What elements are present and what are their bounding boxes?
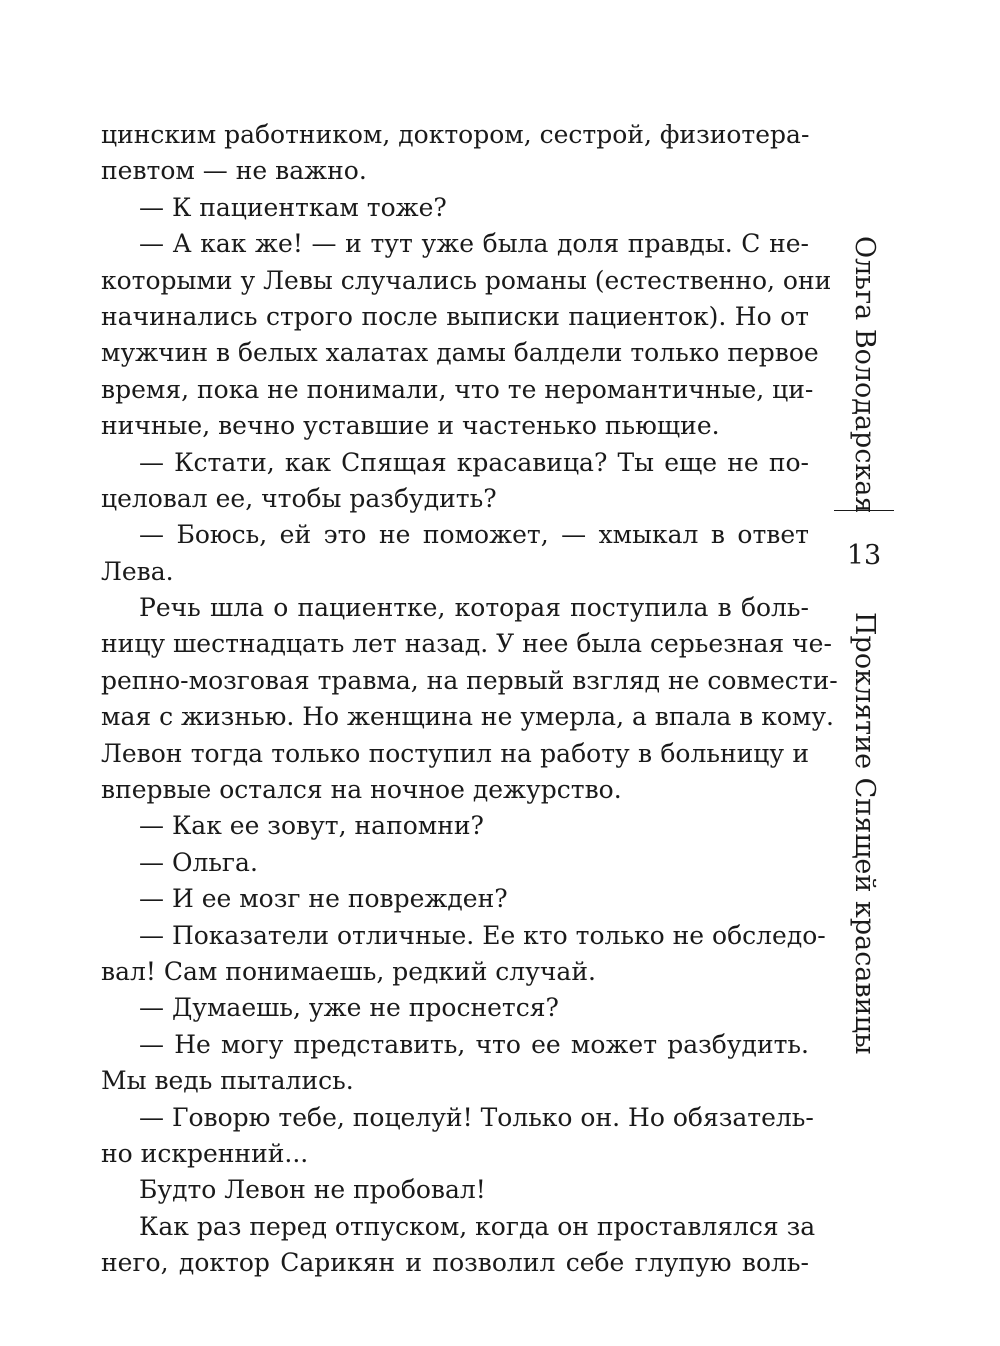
text-line: — Показатели отличные. Ее кто только не обследо- — [139, 920, 826, 950]
text-line: него, доктор Сарикян и позволил себе глупую воль- — [101, 1248, 809, 1278]
text-line: вал! Сам понимаешь, редкий случай. — [101, 956, 596, 986]
text-line: ницу шестнадцать лет назад. У нее была серьезная че- — [101, 629, 832, 659]
running-head-author: Ольга Володарская — [849, 236, 880, 514]
text-line: мужчин в белых халатах дамы балдели только первое — [101, 338, 819, 368]
text-line: певтом — не важно. — [101, 156, 367, 186]
running-head-book-title: Проклятие Спящей красавицы — [849, 612, 880, 1055]
running-head — [834, 0, 894, 1346]
text-line: время, пока не понимали, что те неромантичные, ци- — [101, 374, 814, 404]
text-line: — Кстати, как Спящая красавица? Ты еще не по- — [139, 447, 809, 477]
text-line: Мы ведь пытались. — [101, 1066, 354, 1096]
text-line: — Не могу представить, что ее может разбудить. — [139, 1029, 809, 1059]
text-line: Будто Левон не пробовал! — [139, 1175, 486, 1205]
text-line: но искренний... — [101, 1138, 309, 1168]
body-text — [101, 117, 838, 1282]
text-line: ничные, вечно уставшие и частенько пьющие. — [101, 411, 720, 441]
text-line: Речь шла о пациентке, которая поступила в боль- — [139, 593, 809, 623]
text-line: которыми у Левы случались романы (естественно, они — [101, 265, 832, 295]
text-line: — К пациенткам тоже? — [139, 192, 447, 222]
text-line: — Думаешь, уже не проснется? — [139, 993, 559, 1023]
text-line: — Как ее зовут, напомни? — [139, 811, 484, 841]
text-line: — Боюсь, ей это не поможет, — хмыкал в ответ — [139, 520, 809, 550]
text-line: — Ольга. — [139, 847, 258, 877]
text-line: Как раз перед отпуском, когда он проставлялся за — [139, 1211, 816, 1241]
text-line: мая с жизнью. Но женщина не умерла, а впала в кому. — [101, 702, 834, 732]
text-line: впервые остался на ночное дежурство. — [101, 775, 622, 805]
running-head-divider — [834, 510, 894, 511]
text-line: целовал ее, чтобы разбудить? — [101, 483, 497, 513]
text-line: — И ее мозг не поврежден? — [139, 884, 508, 914]
text-line: — А как же! — и тут уже была доля правды. С не- — [139, 229, 809, 259]
text-line: начинались строго после выписки пациенток). Но от — [101, 301, 809, 331]
page-number: 13 — [846, 540, 882, 571]
text-line: репно-мозговая травма, на первый взгляд не совмести- — [101, 665, 838, 695]
text-line: цинским работником, доктором, сестрой, физиотера- — [101, 120, 810, 149]
text-line: Лева. — [101, 556, 174, 586]
text-line: — Говорю тебе, поцелуй! Только он. Но обязатель- — [139, 1102, 814, 1132]
text-line: Левон тогда только поступил на работу в больницу и — [101, 738, 809, 768]
